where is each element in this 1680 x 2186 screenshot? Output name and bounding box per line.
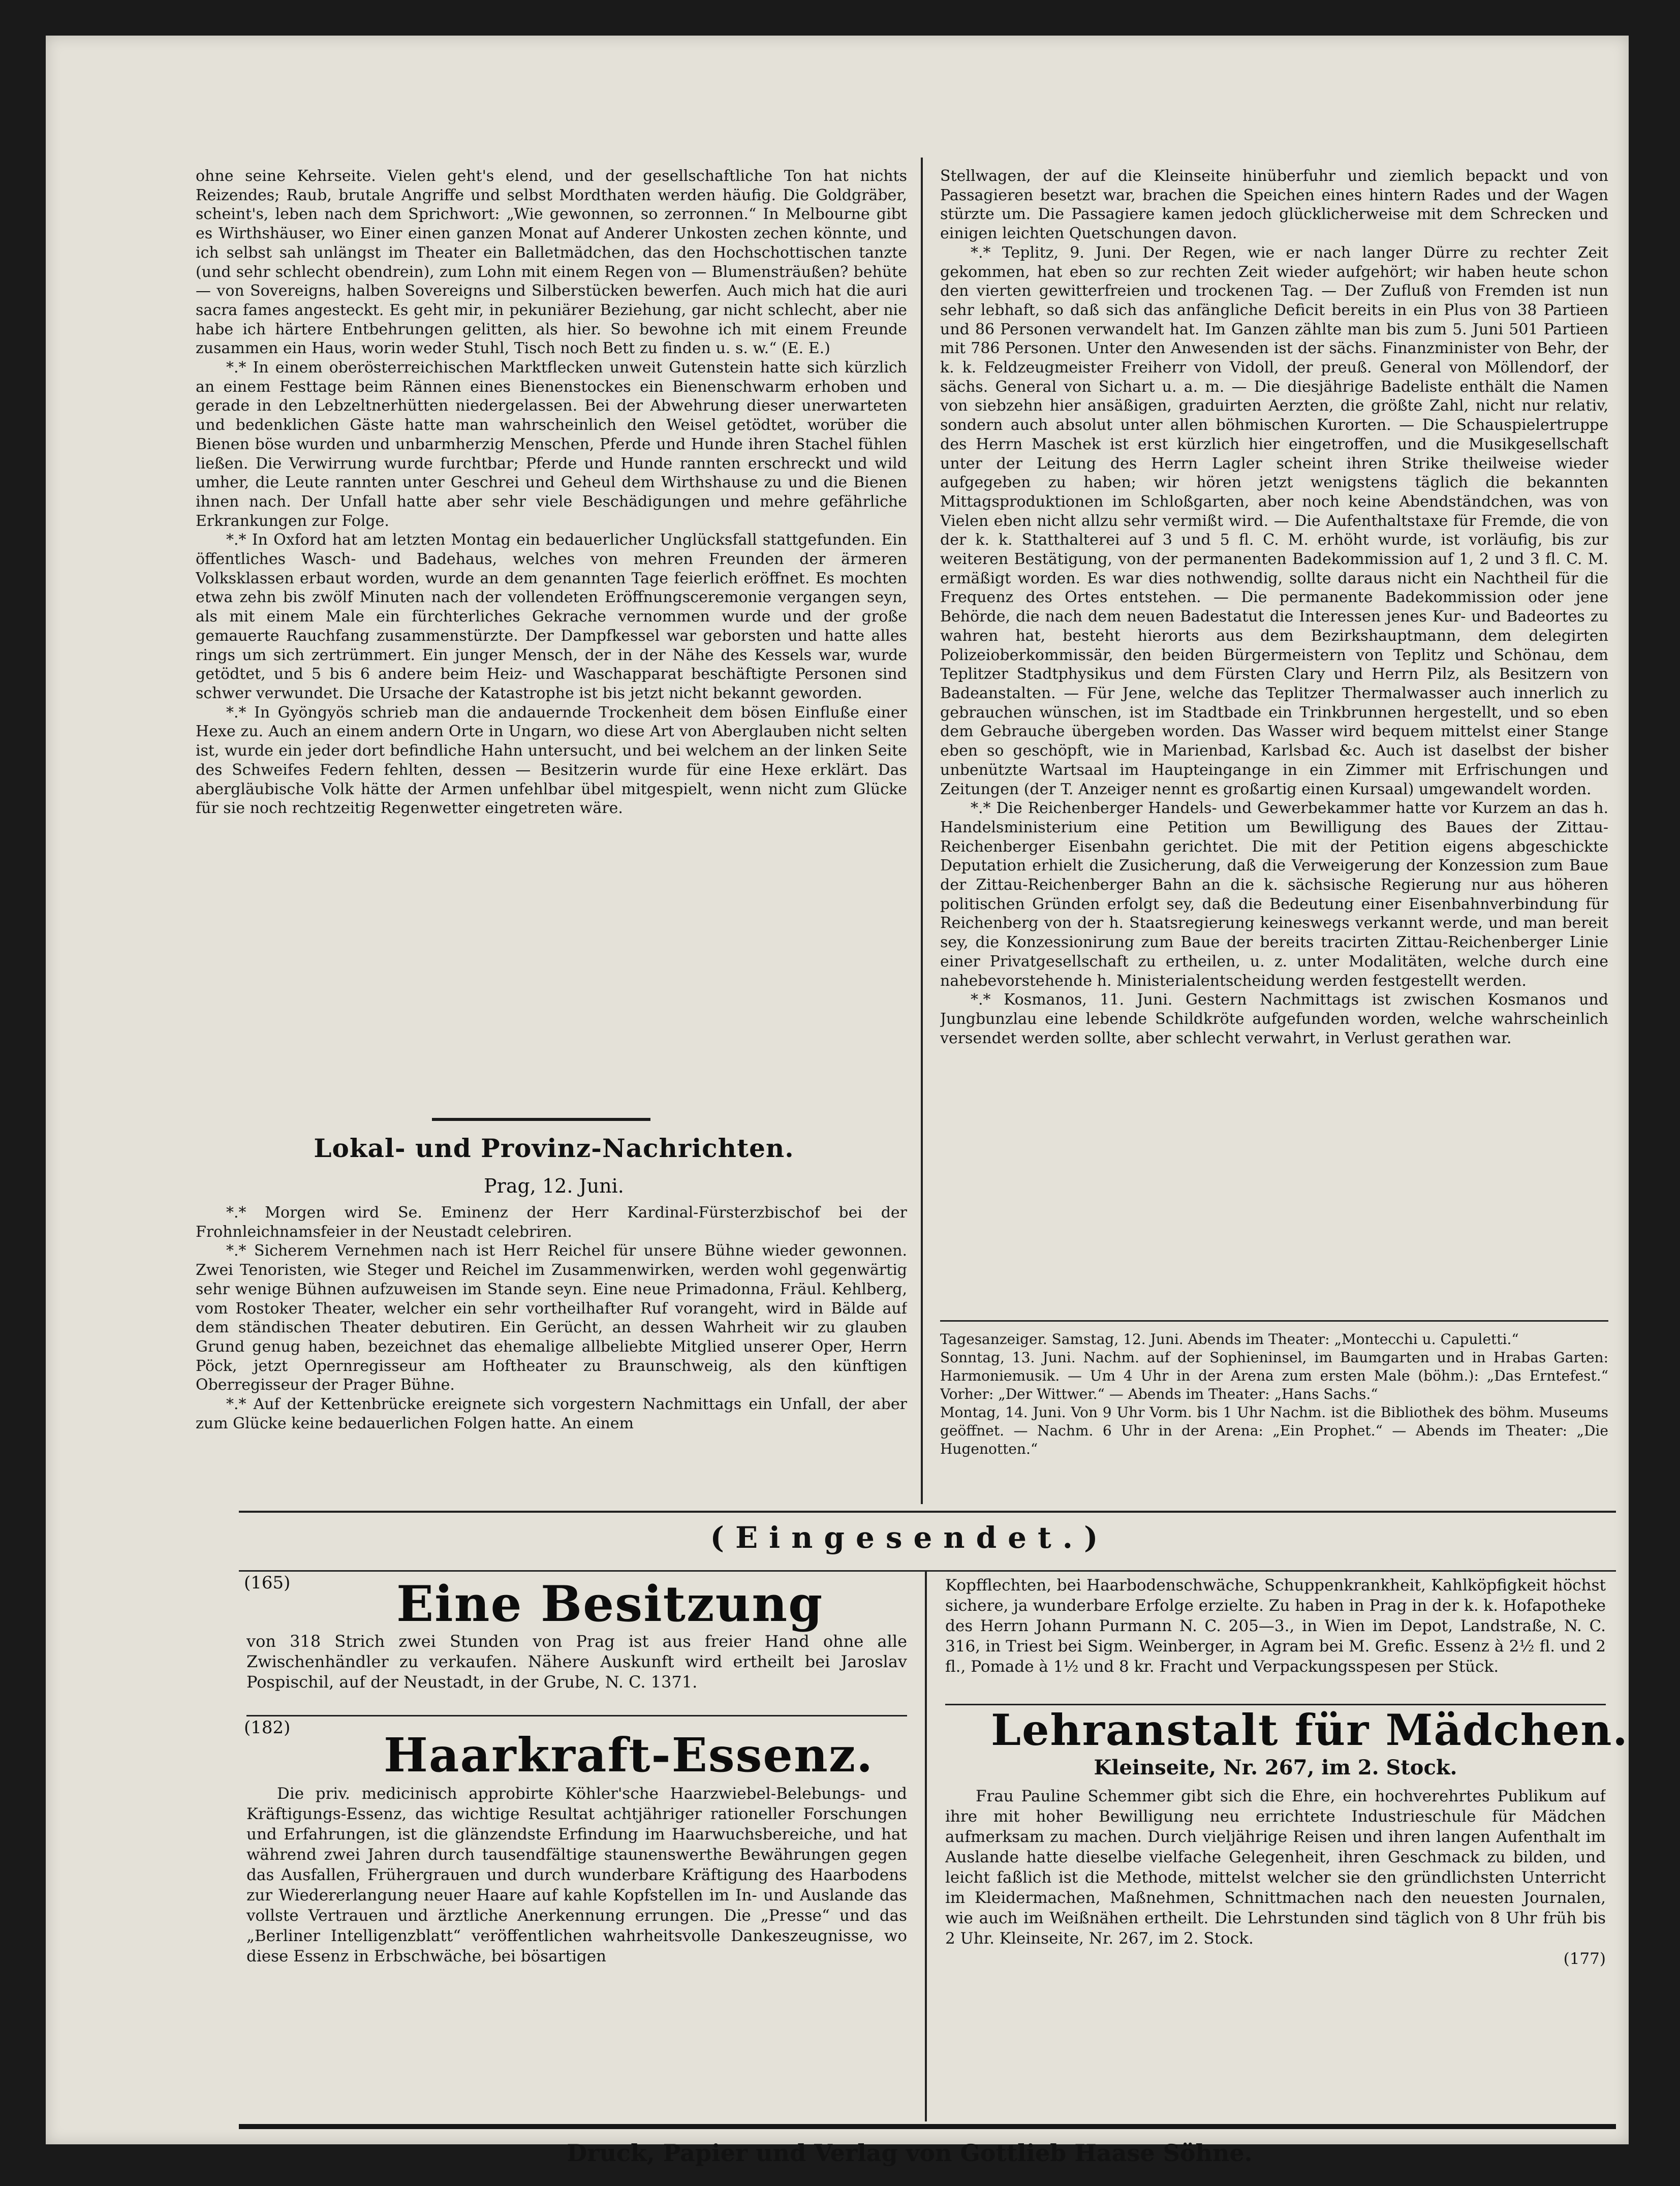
tagesanzeiger-line: Tagesanzeiger. Samstag, 12. Juni. Abends im Theater: „Montecchi u. Capuletti.“: [940, 1331, 1519, 1348]
ad-text: Frau Pauline Schemmer gibt sich die Ehre, ein hochverehrtes Publikum auf ihre mit hoher Bewilligung neu errichtete Industrieschule für Mädchen aufmerksam zu machen. Durch vieljährige Reisen und ihren langen Aufenthalt im Auslande hatte dieselbe vielfache Gelegenheit, ihren Geschmack zu bilden, und leicht faßlich ist die Methode, mittelst welcher sie den gründlichsten Unterricht im Kleidermachen, Maßnehmen, Schnittmachen nach den neuesten Journalen, wie auch im Weißnähen ertheilt. Die Lehrstunden sind täglich von 8 Uhr früh bis 2 Uhr. Kleinseite, Nr. 267, im 2. Stock.: [945, 1787, 1606, 1948]
ad-body: [246, 1784, 907, 2119]
article-paragraph: *.* Auf der Kettenbrücke ereignete sich vorgestern Nachmittags ein Unfall, der aber zum Glücke keine bedauerlichen Folgen hatte. An einem: [196, 1395, 907, 1432]
article-paragraph: *.* Teplitz, 9. Juni. Der Regen, wie er nach langer Dürre zu rechter Zeit gekommen, hat eben so zur rechten Zeit wieder aufgehört; wir haben heute schon den vierten gewitterfreien und trockenen Tag. — Der Zufluß von Fremden ist nun sehr lebhaft, so daß sich das anfängliche Deficit bereits in ein Plus von 38 Partieen und 86 Personen verwandelt hat. Im Ganzen zählte man bis zum 5. Juni 501 Partieen mit 786 Personen. Unter den Anwesenden ist der sächs. Finanzminister von Behr, der k. k. Feldzeugmeister Freiherr von Vidoll, der preuß. General von Möllendorf, der sächs. General von Sichart u. a. m. — Die diesjährige Badeliste enthält die Namen von siebzehn hier ansäßigen, graduirten Aerzten, die größte Zahl, nicht nur relativ, sondern auch absolut unter allen böhmischen Kurorten. — Die Schauspielertruppe des Herrn Maschek ist erst kürzlich hier eingetroffen, und die Musikgesellschaft unter der Leitung des Herrn Lagler scheint ihren Strike theilweise wieder aufgegeben zu haben; wir hören jetzt wenigstens täglich die bekannten Mittagsproduktionen im Schloßgarten, aber noch keine Abendständchen, was von Vielen eben nicht allzu sehr vermißt wird. — Die Aufenthaltstaxe für Fremde, die von der k. k. Statthalterei auf 3 und 5 fl. C. M. erhöht wurde, ist vorläufig, bis zur weiteren Bestätigung, von der permanenten Badekommission auf 1, 2 und 3 fl. C. M. ermäßigt worden. Es war dies nothwendig, sollte daraus nicht ein Nachtheil für die Frequenz des Ortes entstehen. — Die permanente Badekommission oder jene Behörde, die nach dem neuen Badestatut die Interessen jenes Kur- und Badeortes zu wahren hat, besteht hierorts aus dem Bezirkshauptmann, dem delegirten Polizeioberkommissär, den beiden Bürgermeistern von Teplitz und Schönau, dem Teplitzer Stadtphysikus und dem Fürsten Clary und Herrn Pilz, als Besitzern von Badeanstalten. — Für Jene, welche das Teplitzer Thermalwasser auch innerlich zu gebrauchen wünschen, ist im Stadtbade ein Trinkbrunnen hergestellt, und so eben dem Gebrauche übergeben worden. Das Wasser wird bequem mittelst einer Stange eben so geschöpft, wie in Marienbad, Karlsbad &c. Auch ist daselbst der bisher unbenützte Wartsaal im Haupteingange in ein Zimmer mit Erfrischungen und Zeitungen (der T. Anzeiger nennt es großartig einen Kursaal) umgewandelt worden.: [940, 243, 1608, 798]
ad-body: [246, 1631, 907, 1733]
article-paragraph: *.* Sicherem Vernehmen nach ist Herr Reichel für unsere Bühne wieder gewonnen. Zwei Tenoristen, wie Steger und Reichel im Zusammenwirken, werden wohl gegenwärtig sehr wenige Bühnen aufzuweisen im Stande seyn. Eine neue Primadonna, Fräul. Kehlberg, vom Rostoker Theater, welcher ein sehr vortheilhafter Ruf vorangeht, wird in Bälde auf dem ständischen Theater debutiren. Ein Gerücht, an dessen Wahrheit wir zu glauben Grund genug haben, bezeichnet das ehemalige allbeliebte Mitglied unserer Oper, Herrn Pöck, jetzt Opernregisseur am Hoftheater zu Braunschweig, als den künftigen Oberregisseur der Prager Bühne.: [196, 1242, 907, 1394]
article-paragraph: *.* In einem oberösterreichischen Marktflecken unweit Gutenstein hatte sich kürzlich an einem Festtage beim Rännen eines Bienenstockes ein Bienenschwarm erhoben und gerade in den Lebzeltnerhütten niedergelassen. Bei der Abwehrung dieser unerwarteten und bedenklichen Gäste hatte man wahrscheinlich den Weisel getödtet, worüber die Bienen böse wurden und unbarmherzig Menschen, Pferde und Hunde ihren Stachel fühlen ließen. Die Verwirrung wurde furchtbar; Pferde und Hunde rannten erschreckt und wild umher, die Leute rannten unter Geschrei und Geheul dem Wirthshause zu und die Bienen ihnen nach. Der Unfall hatte aber sehr viele Beschädigungen und mehre gefährliche Erkrankungen zur Folge.: [196, 359, 907, 530]
local-news-column: [196, 1203, 907, 1508]
ads-column-divider: [925, 1570, 927, 2121]
ads-heading-rule: [239, 1570, 1616, 1572]
article-paragraph: Stellwagen, der auf die Kleinseite hinüberfuhr und ziemlich bepackt und von Passagieren besetzt war, brachen die Speichen eines hintern Rades und der Wagen stürzte um. Die Passagiere kamen jedoch glücklicherweise mit dem Schrecken und einigen leichten Quetschungen davon.: [940, 167, 1608, 243]
tagesanzeiger-rule: [940, 1320, 1608, 1322]
article-paragraph: *.* Die Reichenberger Handels- und Gewerbekammer hatte vor Kurzem an das h. Handelsministerium eine Petition um Bewilligung des Baues der Zittau-Reichenberger Eisenbahn gerichtet. Die mit der Petition eigens abgeschickte Deputation erhielt die Zusicherung, daß die Verweigerung der Konzession zum Baue der Zittau-Reichenberger Bahn an die k. sächsische Regierung nur aus höheren politischen Gründen erfolgt sey, daß die Bedeutung einer Eisenbahnverbindung für Reichenberg von der h. Staatsregierung keineswegs verkannt werde, und man bereit sey, die Konzessionirung zum Baue der bereits tracirten Zittau-Reichenberger Linie einer Privatgesellschaft zu ertheilen, u. z. unter Modalitäten, welche durch eine nahebevorstehende h. Ministerialentscheidung werden festgestellt werden.: [940, 799, 1608, 990]
ads-top-rule: [239, 1511, 1616, 1513]
tagesanzeiger-line: Montag, 14. Juni. Von 9 Uhr Vorm. bis 1 Uhr Nachm. ist die Bibliothek des böhm. Museums geöffnet. — Nachm. 6 Uhr in der Arena: „Ein Prophet.“ — Abends im Theater: „Die Hugenotten.“: [940, 1404, 1608, 1457]
ad-number: (182): [244, 1717, 291, 1738]
column-divider: [921, 158, 923, 1504]
ad-number: (177): [1563, 1950, 1606, 1968]
ad-subtitle: Kleinseite, Nr. 267, im 2. Stock.: [1094, 1756, 1457, 1779]
ad-text: Kopfflechten, bei Haarbodenschwäche, Schuppenkrankheit, Kahlköpfigkeit höchst sichere, ja wunderbare Erfolge erzielte. Zu haben in Prag in der k. k. Hofapotheke des Herrn Johann Purmann N. C. 205—3., in Wien im Depot, Landstraße, N. C. 316, in Triest bei Sigm. Weinberger, in Agram bei M. Grefic. Essenz à 2½ fl. und 2 fl., Pomade à 1½ und 8 kr. Fracht und Verpackungsspesen per Stück.: [945, 1576, 1606, 1676]
imprint-rule: [239, 2124, 1616, 2129]
article-paragraph: *.* In Gyöngyös schrieb man die andauernde Trockenheit dem bösen Einfluße einer Hexe zu. Auch an einem andern Orte in Ungarn, wo diese Art von Aberglauben nicht selten ist, wurde ein jeder dort befindliche Hahn untersucht, und bei welchem an der linken Seite des Schweifes Federn fehlten, dessen — Besitzerin wurde für eine Hexe erklärt. Das abergläubische Volk hätte der Armen unfehlbar übel mitgespielt, wenn nicht zum Glücke für sie noch rechtzeitig Regenwetter eingetreten wäre.: [196, 703, 907, 818]
ad-separator: [246, 1715, 907, 1716]
ad-body: [945, 1786, 1606, 2121]
article-paragraph: ohne seine Kehrseite. Vielen geht's elend, und der gesellschaftliche Ton hat nichts Reizendes; Raub, brutale Angriffe und selbst Mordthaten werden häufig. Die Goldgräber, scheint's, leben nach dem Sprichwort: „Wie gewonnen, so zerronnen.“ In Melbourne gibt es Wirthshäuser, wo Einer einen ganzen Monat auf Anderer Unkosten zechen könnte, und ich selbst sah unlängst im Theater ein Balletmädchen, das den Hochschottischen tanzte (und sehr schlecht obendrein), zum Lohn mit einem Regen von — Blumensträußen? behüte — von Sovereigns, halben Sovereigns und Silberstücken bewerfen. Auch mich hat die auri sacra fames angesteckt. Es geht mir, in pekuniärer Beziehung, gar nicht schlecht, aber nie habe ich härtere Entbehrungen gelitten, als hier. So bewohne ich mit einem Freunde zusammen ein Haus, worin weder Stuhl, Tisch noch Bett zu finden u. s. w.“ (E. E.): [196, 167, 907, 358]
eingesendet-heading: (Eingesendet.): [710, 1520, 1109, 1555]
tagesanzeiger: [940, 1330, 1608, 1508]
imprint: Druck, Papier und Verlag von Gottlieb Haase Söhne.: [567, 2139, 1253, 2167]
ad-number: (165): [244, 1573, 291, 1593]
article-paragraph: *.* Kosmanos, 11. Juni. Gestern Nachmittags ist zwischen Kosmanos und Jungbunzlau eine lebende Schildkröte aufgefunden worden, welche wahrscheinlich versendet werden sollte, aber schlecht verwahrt, in Verlust gerathen war.: [940, 991, 1608, 1047]
tagesanzeiger-line: Sonntag, 13. Juni. Nachm. auf der Sophieninsel, im Baumgarten und in Hrabas Garten: Harmoniemusik. — Um 4 Uhr in der Arena zum ersten Male (böhm.): „Das Erntefest.“ Vorher: „Der Wittwer.“ — Abends im Theater: „Hans Sachs.“: [940, 1349, 1608, 1402]
ad-title: Haarkraft-Essenz.: [384, 1728, 874, 1783]
ad-title: Eine Besitzung: [396, 1575, 824, 1633]
article-paragraph: *.* Morgen wird Se. Eminenz der Herr Kardinal-Fürsterzbischof bei der Frohnleichnamsfeier in der Neustadt celebriren.: [196, 1204, 907, 1241]
ad-text: von 318 Strich zwei Stunden von Prag ist aus freier Hand ohne alle Zwischenhändler zu verkaufen. Nähere Auskunft wird ertheilt bei Jaroslav Pospischil, auf der Neustadt, in der Grube, N. C. 1371.: [246, 1632, 907, 1692]
newspaper-page: [46, 36, 1629, 2167]
ad-title: Lehranstalt für Mädchen.: [991, 1705, 1629, 1755]
right-column: [940, 167, 1608, 1295]
section-dateline: Prag, 12. Juni.: [484, 1175, 624, 1197]
ad-body-continued: [945, 1575, 1606, 1702]
section-title: Lokal- und Provinz-Nachrichten.: [314, 1133, 794, 1163]
article-paragraph: *.* In Oxford hat am letzten Montag ein bedauerlicher Unglücksfall stattgefunden. Ein öffentliches Wasch- und Badehaus, welches von mehren Freunden der ärmeren Volksklassen erbaut worden, wurde an dem genannten Tage feierlich eröffnet. Es mochten etwa zehn bis zwölf Minuten nach der vollendeten Eröffnungsceremonie vergangen seyn, als mit einem Male ein fürchterliches Gekrache vernommen wurde und der große gemauerte Rauchfang zusammenstürzte. Der Dampfkessel war geborsten und hatte alles rings um sich zertrümmert. Ein junger Mensch, der in der Nähe des Kessels war, wurde getödtet, und 5 bis 6 andere beim Heiz- und Waschapparat beschäftigte Personen sind schwer verwundet. Die Ursache der Katastrophe ist bis jetzt nicht bekannt geworden.: [196, 531, 907, 702]
left-column: [196, 167, 907, 1112]
ad-text: Die priv. medicinisch approbirte Köhler'sche Haarzwiebel-Belebungs- und Kräftigungs-Essenz, das wichtige Resultat achtjähriger rationeller Forschungen und Erfahrungen, ist die glänzendste Erfindung im Haarwuchsbereiche, und hat während zwei Jahren durch tausendfältige staunenswerthe Bewährungen gegen das Ausfallen, Frühergrauen und durch wunderbare Kräftigung des Haarbodens zur Wiedererlangung neuer Haare auf kahle Kopfstellen im In- und Auslande das vollste Vertrauen und ärztliche Anerkennung errungen. Die „Presse“ und das „Berliner Intelligenzblatt“ veröffentlichen wahrheitsvolle Dankeszeugnisse, wo diese Essenz in Erbschwäche, bei bösartigen: [246, 1785, 907, 1965]
section-rule: [432, 1118, 650, 1121]
